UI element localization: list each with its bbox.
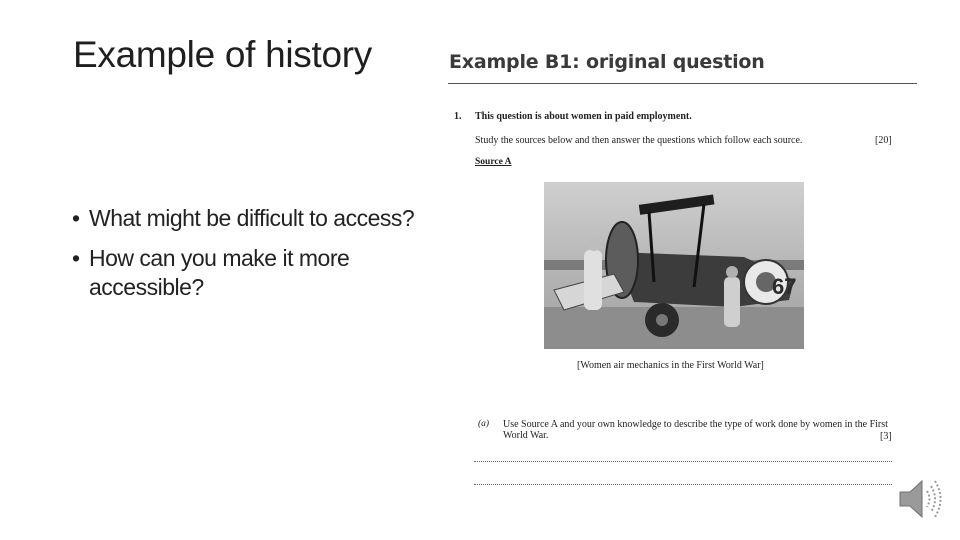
bullet-text: What might be difficult to access? — [89, 205, 415, 231]
bullet-item — [72, 244, 417, 302]
photo-caption: [Women air mechanics in the First World War] — [577, 360, 764, 371]
bullet-dot: • — [72, 245, 80, 271]
bullet-dot: • — [72, 205, 80, 231]
bullet-item — [72, 204, 417, 233]
slide-title: Example of history — [73, 34, 372, 75]
sub-question-text: Use Source A and your own knowledge to describe the type of work done by women in the First World War. — [503, 419, 888, 441]
question-number: 1. — [454, 111, 462, 122]
bullet-text: How can you make it more accessible? — [89, 245, 350, 300]
question-total-marks: [20] — [875, 135, 892, 146]
document-heading: Example B1: original question — [449, 51, 765, 73]
plane-number: 67 — [772, 274, 797, 299]
speaker-audio-icon[interactable] — [896, 476, 944, 522]
sub-question-label: (a) — [478, 419, 490, 429]
source-label: Source A — [475, 157, 512, 167]
biplane-photo-illustration — [544, 182, 804, 349]
source-photo — [544, 182, 804, 349]
question-text: This question is about women in paid employment. — [475, 111, 692, 122]
answer-line — [474, 484, 892, 485]
bullet-list — [72, 204, 417, 313]
sub-question-marks: [3] — [880, 431, 892, 442]
answer-line — [474, 461, 892, 462]
heading-divider — [448, 83, 917, 84]
exam-document-image — [432, 40, 922, 495]
question-instructions: Study the sources below and then answer the questions which follow each source. — [475, 135, 803, 146]
